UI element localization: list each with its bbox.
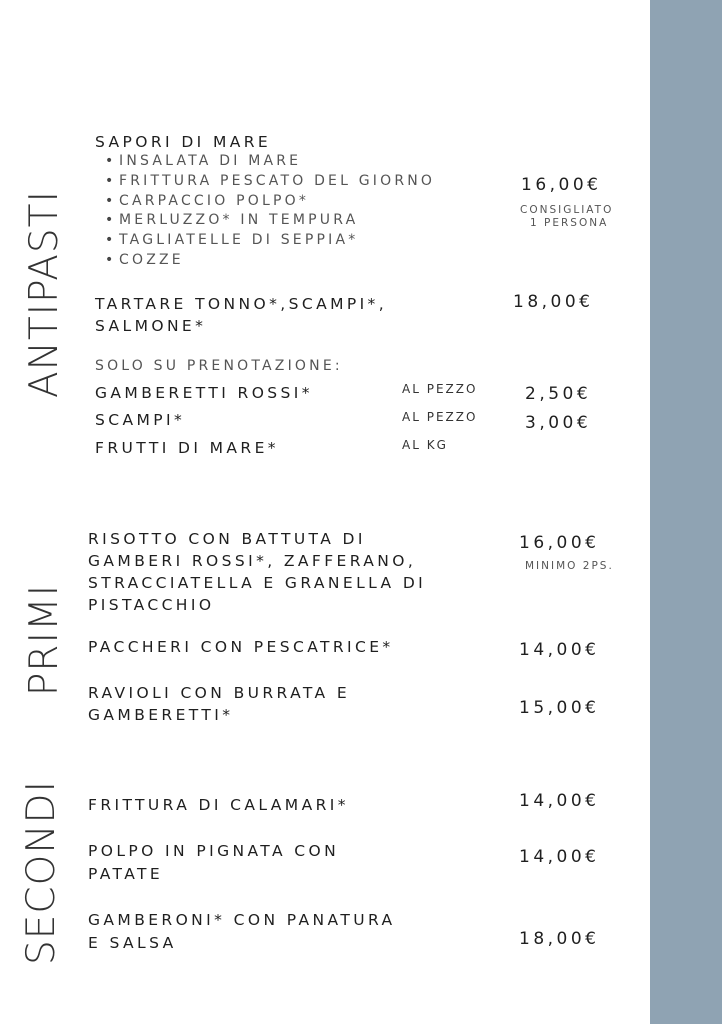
- price: 15,00€: [519, 698, 600, 718]
- price: 18,00€: [519, 929, 600, 949]
- dish-name: GAMBERI ROSSI*, ZAFFERANO,: [88, 552, 417, 570]
- price: 18,00€: [513, 292, 594, 312]
- dish-name: GAMBERETTI*: [88, 706, 234, 724]
- dish-name: SALMONE*: [95, 317, 207, 335]
- price-note: CONSIGLIATO: [520, 204, 614, 216]
- price: 16,00€: [521, 175, 602, 195]
- dish-name: SCAMPI*: [95, 411, 186, 429]
- dish-name: FRUTTI DI MARE*: [95, 439, 279, 457]
- dish-name: RISOTTO CON BATTUTA DI: [88, 530, 366, 548]
- section-title-secondi: SECONDI: [19, 779, 64, 965]
- price-note: 1 PERSONA: [530, 217, 609, 229]
- dish-name: POLPO IN PIGNATA CON: [88, 842, 340, 860]
- dish-name: STRACCIATELLA E GRANELLA DI: [88, 574, 427, 592]
- decorative-side-band: [650, 0, 722, 1024]
- price: 3,00€: [525, 413, 592, 433]
- price: 14,00€: [519, 791, 600, 811]
- unit-label: AL PEZZO: [402, 382, 478, 396]
- price-note: MINIMO 2PS.: [525, 560, 614, 572]
- unit-label: AL KG: [402, 438, 448, 452]
- dish-name: GAMBERETTI ROSSI*: [95, 384, 313, 402]
- list-item: • COZZE: [119, 252, 184, 268]
- price: 16,00€: [519, 533, 600, 553]
- unit-label: AL PEZZO: [402, 410, 478, 424]
- price: 14,00€: [519, 847, 600, 867]
- dish-name: RAVIOLI CON BURRATA E: [88, 684, 351, 702]
- dish-name: PATATE: [88, 865, 164, 883]
- list-item: • CARPACCIO POLPO*: [119, 193, 309, 209]
- section-title-antipasti: ANTIPASTI: [22, 190, 67, 398]
- dish-name: PISTACCHIO: [88, 596, 215, 614]
- dish-name: E SALSA: [88, 934, 177, 952]
- dish-name: TARTARE TONNO*,SCAMPI*,: [95, 295, 388, 313]
- dish-name: PACCHERI CON PESCATRICE*: [88, 638, 394, 656]
- dish-name: FRITTURA DI CALAMARI*: [88, 796, 349, 814]
- list-item: • INSALATA DI MARE: [119, 153, 301, 169]
- dish-name: SAPORI DI MARE: [95, 133, 272, 151]
- price: 2,50€: [525, 384, 592, 404]
- list-item: • TAGLIATELLE DI SEPPIA*: [119, 232, 358, 248]
- list-item: • FRITTURA PESCATO DEL GIORNO: [119, 173, 435, 189]
- subheading: SOLO SU PRENOTAZIONE:: [95, 358, 343, 374]
- price: 14,00€: [519, 640, 600, 660]
- list-item: • MERLUZZO* IN TEMPURA: [119, 212, 358, 228]
- section-title-primi: PRIMI: [22, 583, 67, 697]
- dish-name: GAMBERONI* CON PANATURA: [88, 911, 396, 929]
